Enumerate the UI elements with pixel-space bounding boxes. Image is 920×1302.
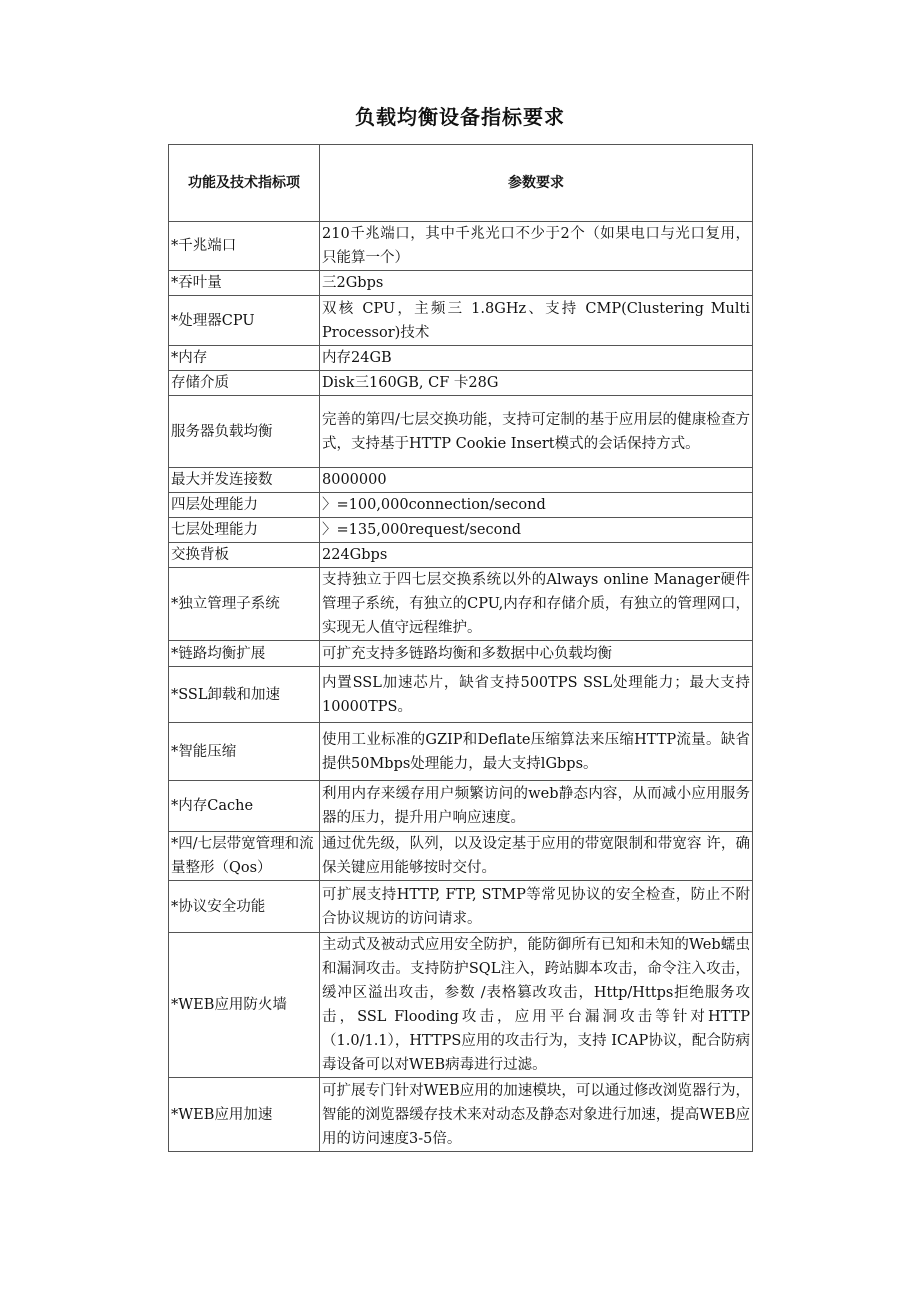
row-item: 交换背板 bbox=[169, 543, 320, 568]
table-row bbox=[169, 468, 753, 493]
row-item: *内存 bbox=[169, 346, 320, 371]
row-requirement: 224Gbps bbox=[320, 543, 753, 568]
table-row bbox=[169, 832, 753, 881]
table-row bbox=[169, 1078, 753, 1152]
row-requirement: 内置SSL加速芯片，缺省支持500TPS SSL处理能力；最大支持 10000TPS。 bbox=[320, 667, 753, 723]
table-row bbox=[169, 346, 753, 371]
row-requirement: 可扩充支持多链路均衡和多数据中心负载均衡 bbox=[320, 641, 753, 667]
row-requirement: 双核 CPU，主频三 1.8GHz、支持 CMP(Clustering Multi Processor)技术 bbox=[320, 296, 753, 346]
row-item: *协议安全功能 bbox=[169, 881, 320, 933]
spec-table bbox=[168, 144, 753, 1152]
table-row bbox=[169, 543, 753, 568]
row-item: 四层处理能力 bbox=[169, 493, 320, 518]
row-requirement: 三2Gbps bbox=[320, 271, 753, 296]
table-row bbox=[169, 667, 753, 723]
row-requirement: 使用工业标准的GZIP和Deflate压缩算法来压缩HTTP流量。缺省提供50Mbps处理能力，最大支持lGbps。 bbox=[320, 723, 753, 781]
row-requirement: 〉=135,000request/second bbox=[320, 518, 753, 543]
table-row bbox=[169, 781, 753, 832]
row-item: 七层处理能力 bbox=[169, 518, 320, 543]
table-row bbox=[169, 222, 753, 271]
row-requirement: 〉=100,000connection/second bbox=[320, 493, 753, 518]
table-row bbox=[169, 493, 753, 518]
row-requirement: 210千兆端口，其中千兆光口不少于2个（如果电口与光口复用，只能算一个） bbox=[320, 222, 753, 271]
row-requirement: 可扩展支持HTTP, FTP, STMP等常见协议的安全检查，防止不附合协议规访的访问请求。 bbox=[320, 881, 753, 933]
row-requirement: 完善的第四/七层交换功能，支持可定制的基于应用层的健康检查方式，支持基于HTTP Cookie Insert模式的会话保持方式。 bbox=[320, 396, 753, 468]
table-row bbox=[169, 723, 753, 781]
table-row bbox=[169, 296, 753, 346]
row-requirement: 主动式及被动式应用安全防护，能防御所有已知和未知的Web蠕虫和漏洞攻击。支持防护SQL注入，跨站脚本攻击，命令注入攻击，缓冲区溢出攻击，参数 /表格篡改攻击，Http/Https拒绝服务攻击，SSL Flooding攻击，应用平台漏洞攻击等针对HTTP （1.0/1.1），HTTPS应用的攻击行为，支持 ICAP协议，配合防病毒设备可以对WEB病毒进行过滤。 bbox=[320, 933, 753, 1078]
header-item-column: 功能及技术指标项 bbox=[169, 145, 320, 222]
row-item: *处理器CPU bbox=[169, 296, 320, 346]
row-item: *千兆端口 bbox=[169, 222, 320, 271]
table-row bbox=[169, 371, 753, 396]
row-item: 最大并发连接数 bbox=[169, 468, 320, 493]
row-requirement: 内存24GB bbox=[320, 346, 753, 371]
table-row bbox=[169, 641, 753, 667]
document-title: 负载均衡设备指标要求 bbox=[355, 105, 565, 129]
row-item: *SSL卸载和加速 bbox=[169, 667, 320, 723]
row-item: 服务器负载均衡 bbox=[169, 396, 320, 468]
row-requirement: 支持独立于四七层交换系统以外的Always online Manager硬件管理子系统，有独立的CPU,内存和存储介质，有独立的管理网口，实现无人值守远程维护。 bbox=[320, 568, 753, 641]
row-requirement: 利用内存来缓存用户频繁访问的web静态内容，从而减小应用服务器的压力，提升用户响应速度。 bbox=[320, 781, 753, 832]
header-requirement-column: 参数要求 bbox=[320, 145, 753, 222]
row-item: *WEB应用加速 bbox=[169, 1078, 320, 1152]
row-requirement: 通过优先级，队列，以及设定基于应用的带宽限制和带宽容 许，确保关键应用能够按时交付。 bbox=[320, 832, 753, 881]
table-row bbox=[169, 568, 753, 641]
row-requirement: 可扩展专门针对WEB应用的加速模块，可以通过修改浏览器行为，智能的浏览器缓存技术来对动态及静态对象进行加速，提高WEB应用的访问速度3-5倍。 bbox=[320, 1078, 753, 1152]
row-item: *智能压缩 bbox=[169, 723, 320, 781]
table-row bbox=[169, 271, 753, 296]
table-row bbox=[169, 933, 753, 1078]
row-item: *链路均衡扩展 bbox=[169, 641, 320, 667]
row-item: *四/七层带宽管理和流量整形（Qos） bbox=[169, 832, 320, 881]
table-header-row bbox=[169, 145, 753, 222]
row-item: *吞叶量 bbox=[169, 271, 320, 296]
row-item: *独立管理子系统 bbox=[169, 568, 320, 641]
row-item: *WEB应用防火墙 bbox=[169, 933, 320, 1078]
row-item: 存储介质 bbox=[169, 371, 320, 396]
row-requirement: Disk三160GB, CF 卡28G bbox=[320, 371, 753, 396]
row-requirement: 8000000 bbox=[320, 468, 753, 493]
table-row bbox=[169, 518, 753, 543]
table-row bbox=[169, 881, 753, 933]
row-item: *内存Cache bbox=[169, 781, 320, 832]
table-row bbox=[169, 396, 753, 468]
